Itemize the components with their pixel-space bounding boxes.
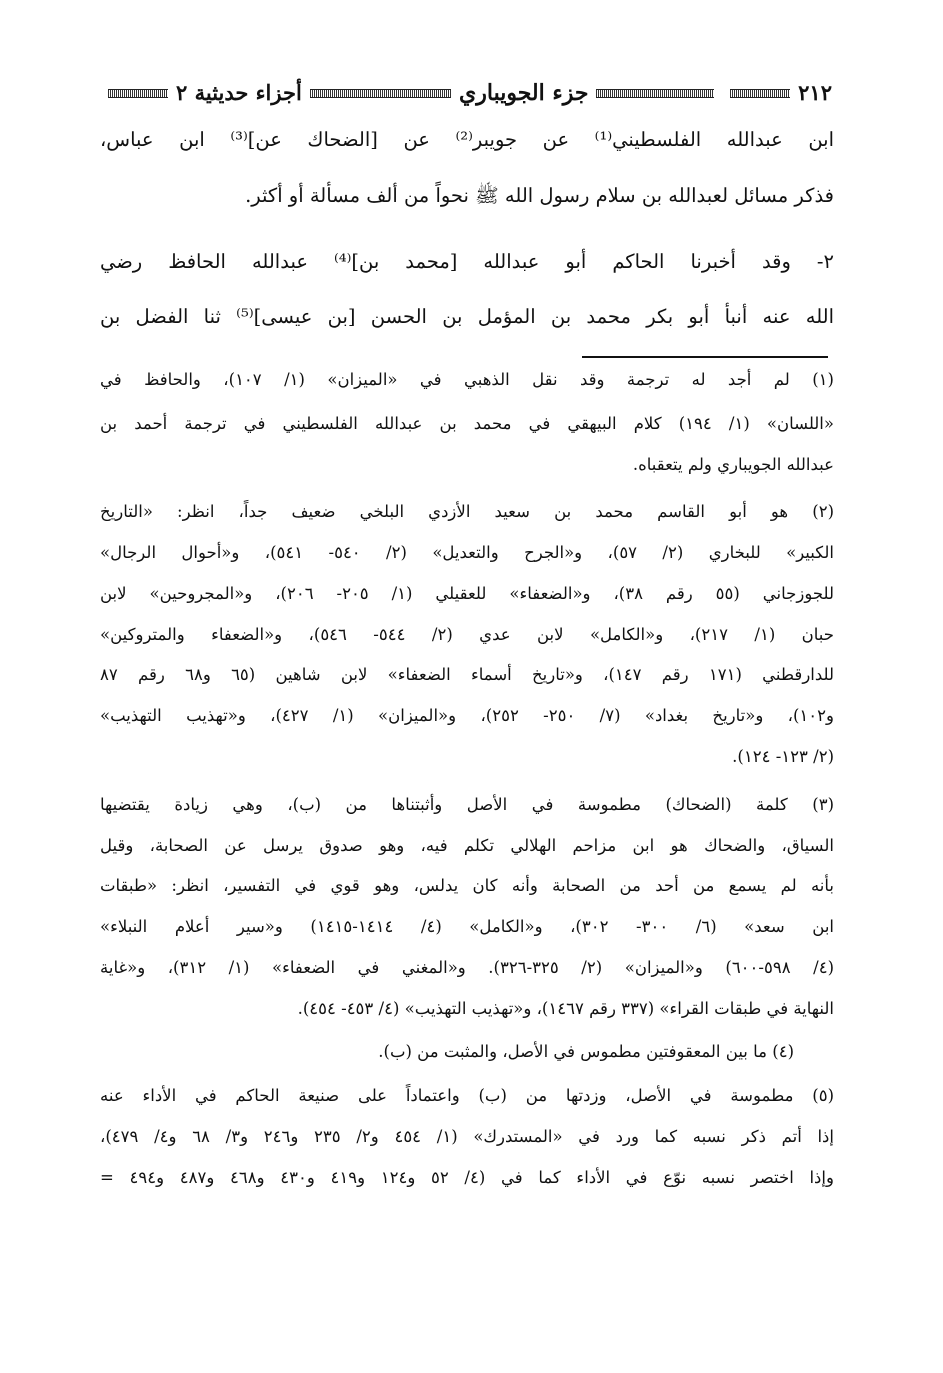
footnote-line: السياق، والضحاك هو ابن مزاحم الهلالي تكلم فيه، وهو صدوق يرسل عن الصحابة، وقيل — [100, 836, 834, 855]
footnote-line: الكبير» للبخاري (٢/ ٥٧)، و«الجرح والتعديل» (٢/ ٥٤٠- ٥٤١)، و«أحوال الرجال» — [100, 543, 834, 562]
footnote-line: (٥) مطموسة في الأصل، وزدتها من (ب) واعتماداً على صنيعة الحاكم في الأداء عنه — [100, 1086, 834, 1105]
footnote-line: بأنه لم يسمع من أحد من الصحابة وأنه كان يدلس، وهو قوي في التفسير، انظر: «طبقات — [100, 876, 834, 895]
footnote-line: للدارقطني (١٧١ رقم ١٤٧)، و«تاريخ أسماء الضعفاء» لابن شاهين (٦٥ و٦٨ رقم ٨٧ — [100, 665, 835, 684]
header-rule — [310, 89, 451, 98]
main-line: ٢- وقد أخبرنا الحاكم أبو عبدالله [محمد بن]⁽⁴⁾ عبدالله الحافظ رضي — [100, 250, 834, 273]
footnote-line: إذا أتم ذكر نسبه كما ورد في «المستدرك» (١/ ٤٥٤ و٢/ ٢٣٥ و٢٤٦ و٣/ ٦٨ و٤/ ٤٧٩)، — [100, 1127, 834, 1146]
main-line: ابن عبدالله الفلسطيني⁽¹⁾ عن جويبر⁽²⁾ عن [الضحاك عن]⁽³⁾ ابن عباس، — [100, 128, 835, 151]
footnote-line: ابن سعد» (٦/ ٣٠٠- ٣٠٢)، و«الكامل» (٤/ ١٤١٤-١٤١٥) و«سير أعلام النبلاء» — [100, 917, 835, 936]
footnote-line: للجوزجاني (٥٥ رقم ٣٨)، و«الضعفاء» للعقيلي (١/ ٢٠٥- ٢٠٦)، و«المجروحين» لابن — [100, 584, 834, 603]
footnote-line: عبدالله الجويباري ولم يتعقباه. — [632, 455, 834, 474]
header-rule — [108, 89, 168, 98]
header-rule — [596, 89, 714, 98]
footnote-line: (٢) هو أبو القاسم محمد بن سعيد الأزدي البلخي ضعيف جداً، انظر: «التاريخ — [100, 502, 834, 521]
main-line: الله عنه أنبأ أبو بكر محمد بن المؤمل بن الحسن [بن عيسى]⁽⁵⁾ ثنا الفضل بن — [100, 305, 835, 328]
footnote-line: «اللسان» (١/ ١٩٤) كلام البيهقي في محمد بن عبدالله الفلسطيني في ترجمة أحمد بن — [100, 414, 834, 433]
footnote-line: وإذا اختصر نسبه نوّع في الأداء كما في (٤/ ٥٢ و١٢٤ و٤١٩ و٤٣٠ و٤٦٨ و٤٨٧ و٤٩٤ = — [100, 1168, 834, 1187]
series-title: أجزاء حديثية ٢ — [176, 80, 302, 105]
footnote-line: و١٠٢)، و«تاريخ بغداد» (٧/ ٢٥٠- ٢٥٢)، و«الميزان» (١/ ٤٢٧)، و«تهذيب التهذيب» — [100, 706, 834, 725]
footnote-divider — [582, 356, 828, 358]
book-title: جزء الجويباري — [459, 80, 589, 106]
footnote-line: (٤) ما بين المعقوفتين مطموس في الأصل، والمثبت من (ب). — [378, 1042, 794, 1061]
footnote-line: (١) لم أجد له ترجمة وقد نقل الذهبي في «الميزان» (١/ ١٠٧)، والحافظ في — [100, 370, 834, 389]
footnote-line: حبان (١/ ٢١٧)، و«الكامل» لابن عدي (٢/ ٥٤٤- ٥٤٦)، و«الضعفاء والمتروكين» — [100, 625, 834, 644]
header-rule — [730, 89, 790, 98]
footnote-line: (٣) كلمة (الضحاك) مطموسة في الأصل وأثبتناها من (ب)، وهي زيادة يقتضيها — [100, 795, 834, 814]
running-header — [100, 78, 832, 108]
footnote-line: (٤/ ٥٩٨-٦٠٠) و«الميزان» (٢/ ٣٢٥-٣٢٦). و«المغني في الضعفاء» (١/ ٣١٢)، و«غاية — [100, 958, 834, 977]
footnote-line: النهاية في طبقات القراء» (٣٣٧ رقم ١٤٦٧)، و«تهذيب التهذيب» (٤/ ٤٥٣- ٤٥٤). — [297, 999, 834, 1018]
page-number: ٢١٢ — [798, 80, 832, 105]
footnote-line: (٢/ ١٢٣- ١٢٤). — [732, 747, 834, 766]
main-line: فذكر مسائل لعبدالله بن سلام رسول الله ﷺ نحواً من ألف مسألة أو أكثر. — [245, 184, 834, 207]
